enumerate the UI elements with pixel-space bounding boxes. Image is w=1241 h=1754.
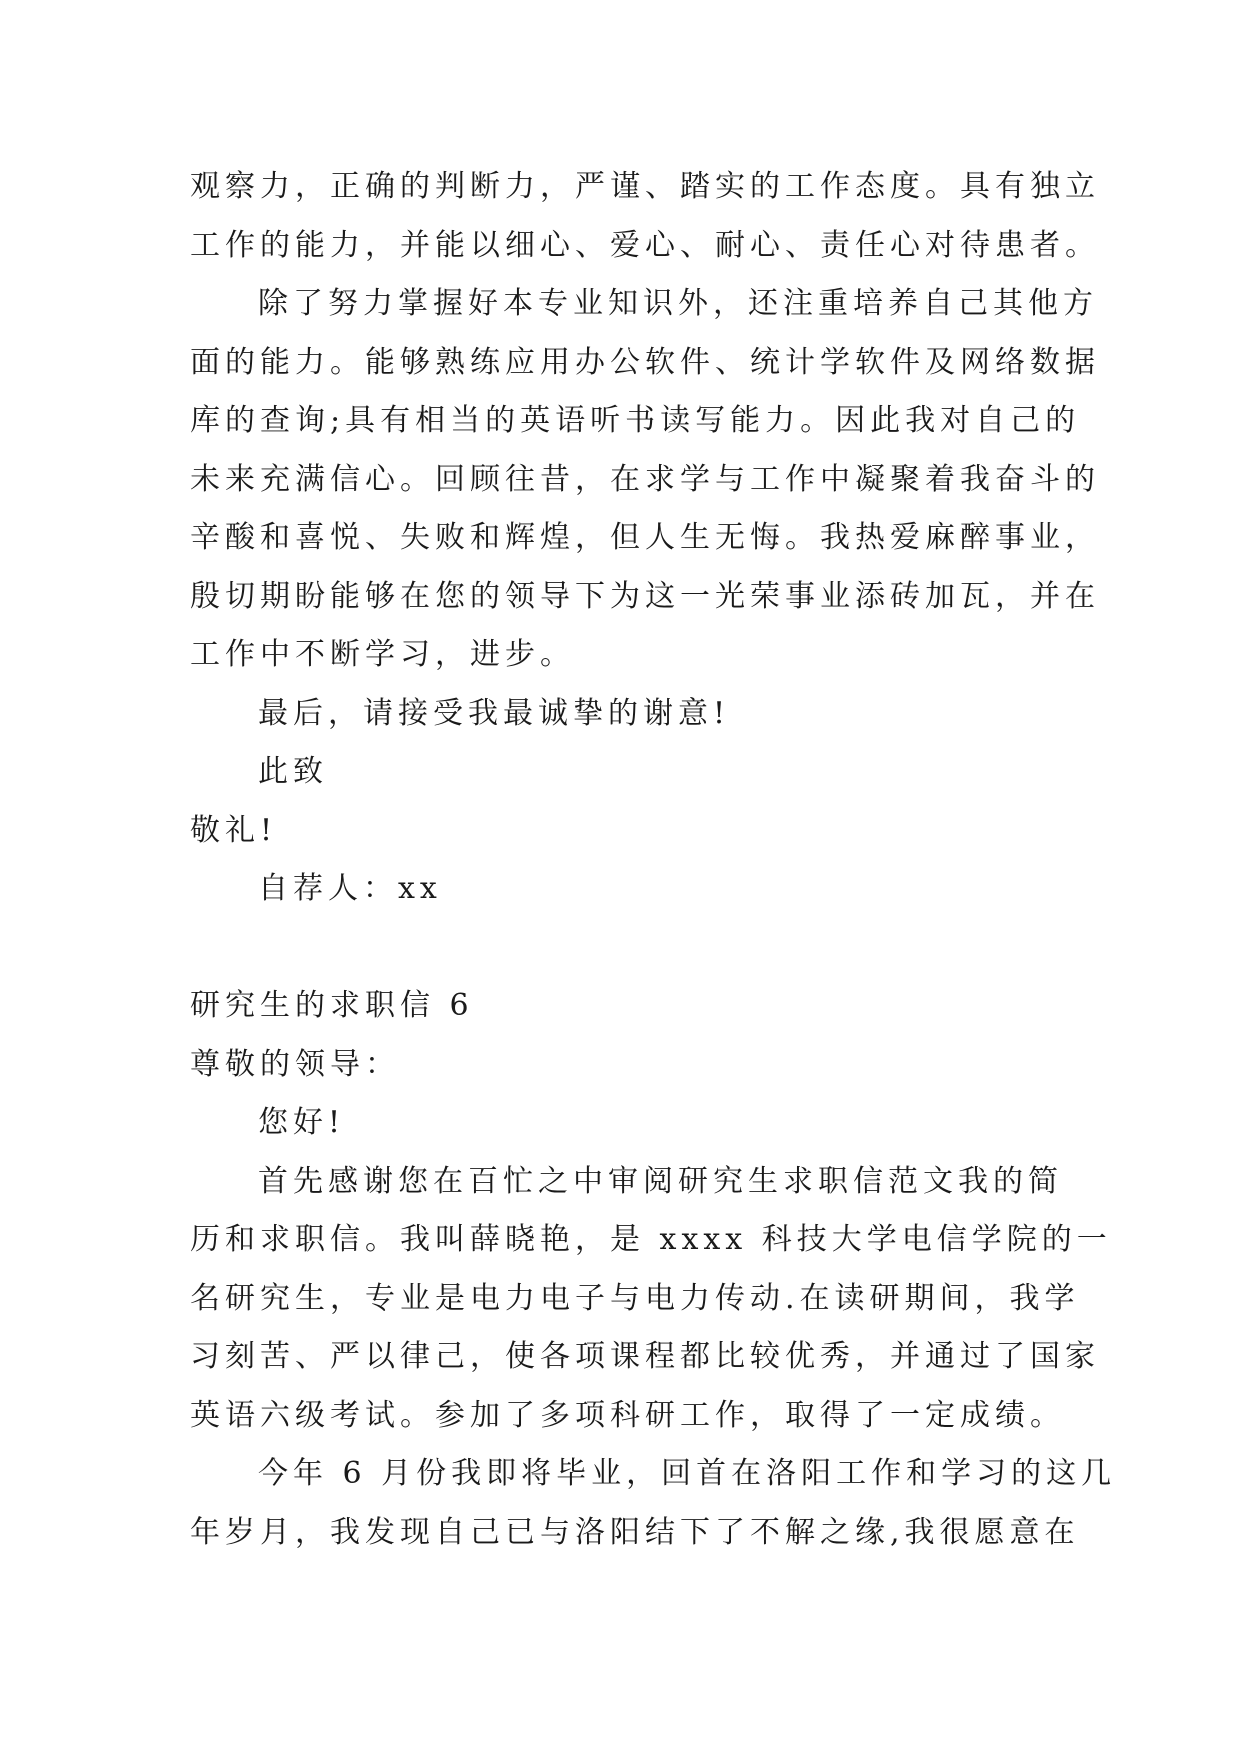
paragraph-start: 今年 6 月份我即将毕业，回首在洛阳工作和学习的这几: [258, 1456, 1117, 1491]
text-line: 库的查询;具有相当的英语听书读写能力。因此我对自己的: [190, 403, 1081, 438]
text-line: 殷切期盼能够在您的领导下为这一光荣事业添砖加瓦，并在: [190, 578, 1100, 614]
text-line: 辛酸和喜悦、失败和辉煌，但人生无悔。我热爱麻醉事业，: [190, 520, 1100, 555]
paragraph-start: 首先感谢您在百忙之中审阅研究生求职信范文我的简: [258, 1163, 1063, 1199]
text-line: 年岁月，我发现自己已与洛阳结下了不解之缘,我很愿意在: [190, 1514, 1080, 1550]
text-line: 未来充满信心。回顾往昔，在求学与工作中凝聚着我奋斗的: [190, 461, 1100, 497]
letter-hello: 您好!: [258, 1105, 346, 1140]
salutation-cizhi: 此致: [258, 754, 328, 789]
section-gap: [190, 919, 1050, 978]
text-line: 习刻苦、严以律己，使各项课程都比较优秀，并通过了国家: [190, 1339, 1100, 1374]
text-line: 名研究生，专业是电力电子与电力传动.在读研期间，我学: [190, 1280, 1080, 1316]
letter-title: 研究生的求职信 6: [190, 988, 474, 1023]
text-line: 观察力，正确的判断力，严谨、踏实的工作态度。具有独立: [190, 169, 1100, 204]
text-line: 面的能力。能够熟练应用办公软件、统计学软件及网络数据: [190, 344, 1100, 380]
closing-thanks: 最后，请接受我最诚挚的谢意!: [258, 695, 731, 731]
salutation-jingli: 敬礼!: [190, 812, 278, 848]
document-body: [190, 158, 1117, 1562]
signature: 自荐人：xx: [258, 871, 442, 906]
text-line: 英语六级考试。参加了多项科研工作，取得了一定成绩。: [190, 1397, 1065, 1433]
letter-greeting: 尊敬的领导：: [190, 1046, 400, 1082]
text-line: 历和求职信。我叫薛晓艳，是 xxxx 科技大学电信学院的一: [190, 1222, 1112, 1257]
paragraph-start: 除了努力掌握好本专业知识外，还注重培养自己其他方: [258, 286, 1098, 321]
text-line: 工作的能力，并能以细心、爱心、耐心、责任心对待患者。: [190, 227, 1100, 263]
text-line: 工作中不断学习，进步。: [190, 637, 575, 672]
